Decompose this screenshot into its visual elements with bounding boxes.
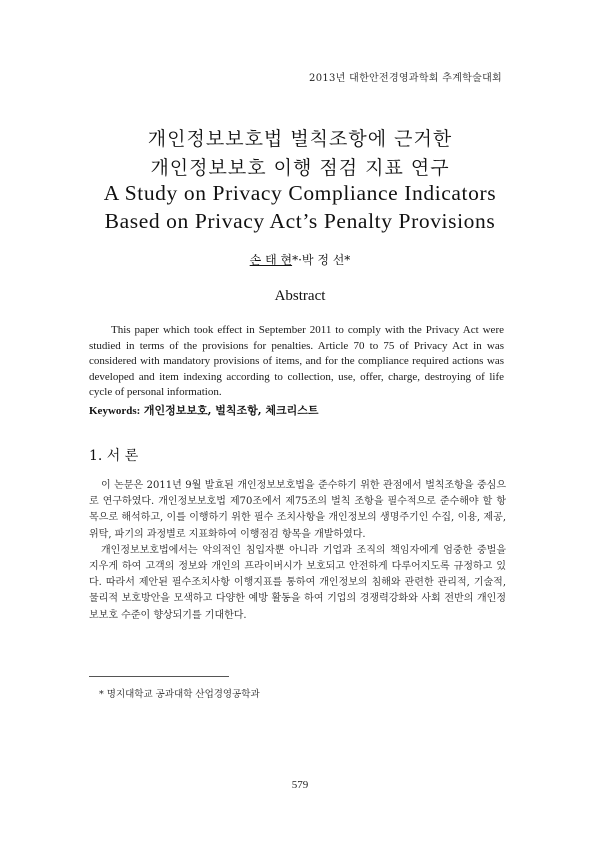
body-paragraph-2: 개인정보보호법에서는 악의적인 침입자뿐 아니라 기업과 조직의 책임자에게 엄중한 중벌을 지우게 하여 고객의 정보와 개인의 프라이버시가 보호되고 안전하게 다루어지도록 규정하고 있다. 따라서 제안된 필수조치사항 이행지표를 통하여 개인정보의 침해와 관련한 관리적, 기술적, 물리적 보호방안을 모색하고 다양한 예방 활동을 하여 기업의 경쟁력강화와 사회 전반의 개인정보보호 수준이 향상되기를 기대한다. bbox=[89, 544, 506, 621]
title-english-line1: A Study on Privacy Compliance Indicators bbox=[103, 181, 497, 205]
author-line bbox=[0, 251, 600, 268]
author-1: 손 태 현 bbox=[249, 253, 293, 267]
author-2: 박 정 선* bbox=[301, 253, 351, 267]
abstract-heading: Abstract bbox=[274, 288, 326, 304]
keywords-label: Keywords: bbox=[89, 405, 141, 417]
section-heading-introduction: 1. 서 론 bbox=[89, 448, 139, 464]
body-paragraph-1: 이 논문은 2011년 9월 발효된 개인정보보호법을 준수하기 위한 관점에서 벌칙조항을 중심으로 연구하였다. 개인정보보호법 제70조에서 제75조의 벌칙 조항을 필수적으로 준수해야 할 항목으로 해석하고, 이를 이행하기 위한 필수 조치사항을 개인정보의 생명주기인 수집, 이용, 제공, 위탁, 파기의 과정별로 지표화하여 이행점검 항목을 개발하였다. bbox=[89, 480, 506, 540]
page-number: 579 bbox=[291, 779, 309, 791]
keywords-line bbox=[89, 402, 319, 418]
title-english-line2: Based on Privacy Act’s Penalty Provisions bbox=[104, 209, 496, 233]
footnote-divider bbox=[89, 676, 229, 677]
section-body bbox=[89, 478, 506, 624]
title-korean-line2: 개인정보보호 이행 점검 지표 연구 bbox=[150, 157, 450, 179]
running-header: 2013년 대한안전경영과학회 추계학술대회 bbox=[309, 73, 502, 84]
footnote-affiliation: * 명지대학교 공과대학 산업경영공학과 bbox=[99, 689, 260, 700]
author-separator: *· bbox=[292, 253, 302, 267]
title-korean-line1: 개인정보보호법 벌칙조항에 근거한 bbox=[147, 128, 453, 150]
abstract-text: This paper which took effect in September 2011 to comply with the Privacy Act were studied in terms of the provisions for penalties. Article 70 to 75 of Privacy Act in was considered with mandatory provisions of items, and for the compliance required actions was developed and item indexing according to collection, use, offer, charge, destroying of life cycle of personal information. bbox=[89, 324, 504, 399]
keywords-value: 개인정보보호, 벌칙조항, 체크리스트 bbox=[143, 404, 319, 417]
